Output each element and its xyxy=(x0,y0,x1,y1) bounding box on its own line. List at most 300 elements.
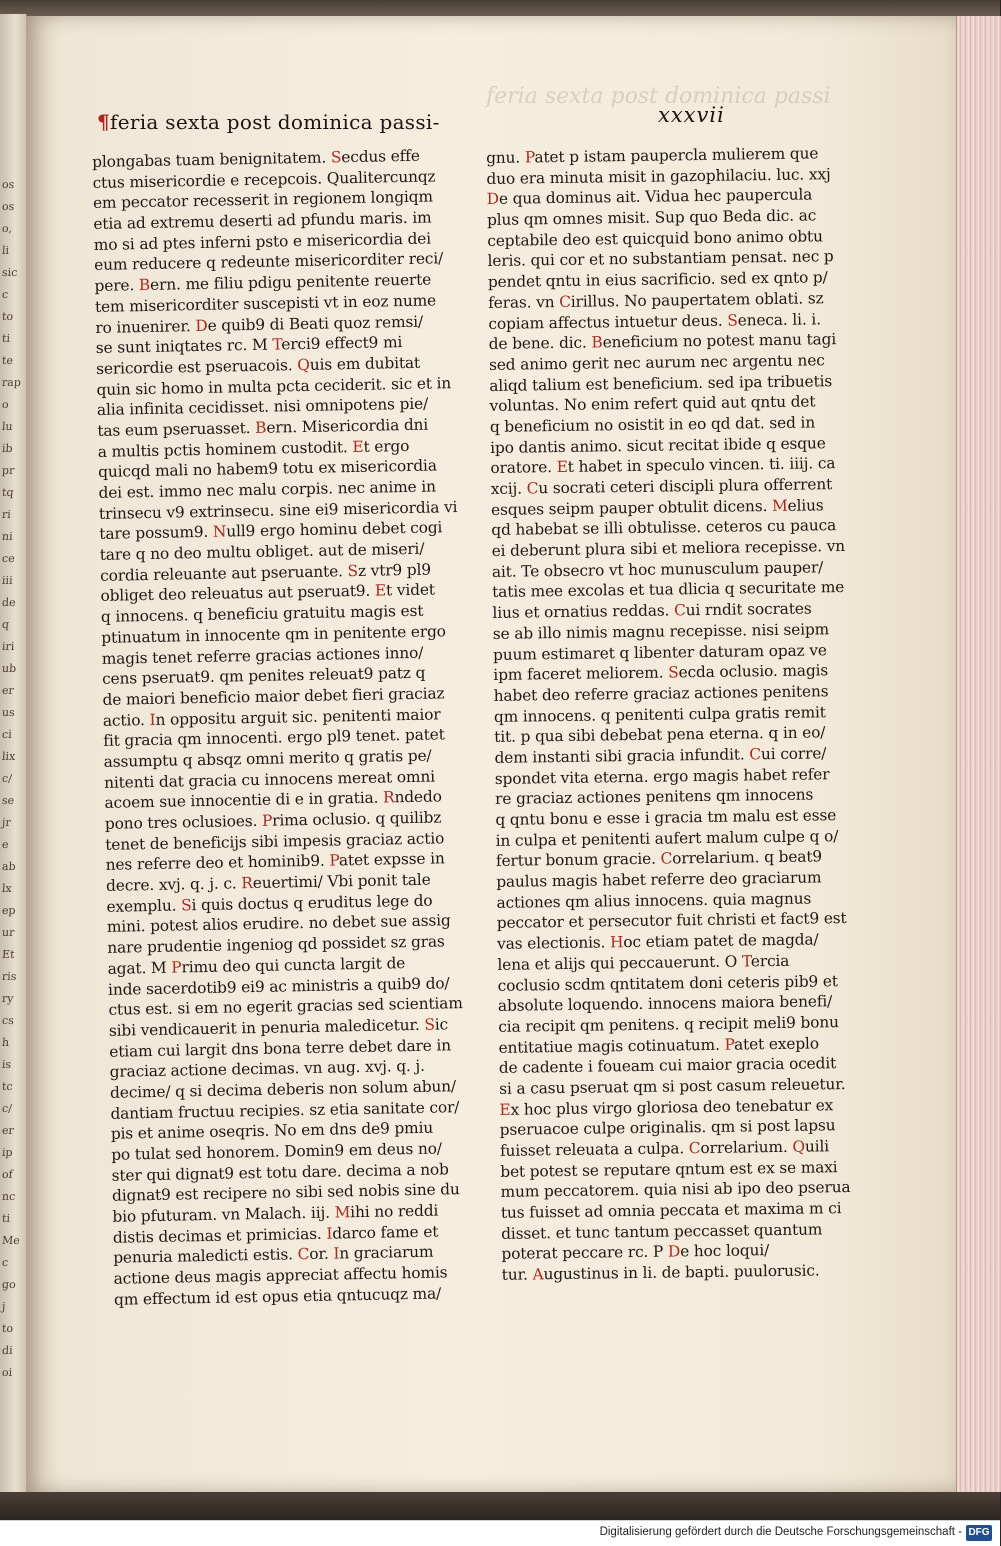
word: pono xyxy=(104,814,143,833)
word: in xyxy=(338,292,358,312)
word: ceteri xyxy=(605,477,655,497)
word: ac xyxy=(264,976,287,996)
word: M xyxy=(247,335,268,355)
word: tus xyxy=(500,1203,525,1222)
word: magis xyxy=(345,602,396,622)
word: releuatus xyxy=(185,584,264,604)
word: et xyxy=(556,830,577,849)
word: innocens. xyxy=(630,890,709,910)
word: po xyxy=(111,1145,131,1164)
word: ei9 xyxy=(310,500,339,519)
word: p xyxy=(515,727,531,746)
word: Bern. xyxy=(255,418,298,437)
word: e xyxy=(225,170,240,190)
word: instanti xyxy=(527,747,591,767)
word: qd xyxy=(292,934,318,954)
word: ptes xyxy=(157,233,196,253)
word: nume xyxy=(388,291,437,311)
facing-page-fragment: sic xyxy=(1,266,18,279)
word: pfundu xyxy=(295,210,356,230)
word: eo/ xyxy=(797,723,826,742)
word: cadente xyxy=(517,1057,584,1077)
word: i. xyxy=(806,309,821,329)
word: pdigu xyxy=(243,273,292,293)
word: ex xyxy=(746,269,769,288)
facing-page-fragment: ti xyxy=(1,332,11,345)
word: p/ xyxy=(807,268,828,287)
word: bonum xyxy=(540,850,599,870)
facing-page-fragment: to xyxy=(1,1322,14,1335)
word: dni xyxy=(398,415,429,435)
word: recipit xyxy=(693,1014,749,1034)
word: magnu xyxy=(607,622,665,642)
word: eterna. xyxy=(588,767,649,787)
word: nec xyxy=(787,247,820,267)
word: quin xyxy=(96,379,131,399)
word: est xyxy=(233,1163,262,1183)
facing-page-fragment: se xyxy=(1,794,15,807)
word: dei xyxy=(402,229,432,248)
word: quo xyxy=(684,207,718,227)
word: talium xyxy=(527,375,581,395)
word: deo xyxy=(537,685,570,705)
facing-page-fragment: is xyxy=(1,1058,12,1071)
word: infundit. xyxy=(674,745,745,765)
word: tunc xyxy=(570,1223,610,1242)
facing-page-fragment: lu xyxy=(1,420,14,433)
word: eum xyxy=(119,420,159,440)
word: fructuu xyxy=(173,1102,235,1122)
word: misericorditer xyxy=(124,295,239,316)
word: scientiam xyxy=(383,994,463,1014)
word: q xyxy=(170,1082,186,1101)
word: malu xyxy=(233,480,277,500)
word: gazophilaciu. xyxy=(665,165,772,186)
word: No xyxy=(269,1121,297,1141)
word: in xyxy=(425,849,445,869)
word: in xyxy=(416,477,436,496)
facing-page-fragment: j xyxy=(1,1300,6,1313)
word: j. xyxy=(410,1057,425,1076)
word: Rndedo xyxy=(382,787,442,807)
word: pena xyxy=(661,725,705,744)
word: tare xyxy=(99,545,132,564)
word: in xyxy=(431,1035,452,1055)
word: sz xyxy=(802,289,824,308)
word: assumptu xyxy=(103,751,179,771)
word: ait. xyxy=(491,562,517,581)
word: et xyxy=(719,1200,740,1219)
word: Idarco xyxy=(326,1223,376,1243)
word: ministris xyxy=(286,975,359,995)
word: mereat xyxy=(332,767,393,788)
word: oblati. xyxy=(750,289,804,309)
word: dat. xyxy=(730,414,765,433)
word: peccauerunt. xyxy=(614,952,721,973)
word: decima xyxy=(201,1080,263,1100)
word: q xyxy=(288,893,304,913)
word: sic. xyxy=(287,707,318,726)
word: culpe xyxy=(578,1119,626,1139)
word: xxj xyxy=(803,164,831,184)
word: reuerte xyxy=(369,270,432,290)
word: Patet xyxy=(329,851,370,870)
facing-page-fragment: te xyxy=(1,354,14,367)
word: decime/ xyxy=(109,1082,171,1102)
word: de xyxy=(656,1263,681,1282)
word: pis xyxy=(110,1124,134,1144)
facing-page-fragment: of xyxy=(1,1168,14,1181)
word: pauper xyxy=(594,498,654,518)
facing-page-fragment: os xyxy=(1,200,15,213)
word: sue xyxy=(375,912,408,932)
word: tantum xyxy=(609,1222,670,1242)
word: in xyxy=(308,624,329,643)
word: potest xyxy=(701,331,755,351)
text-column-left xyxy=(92,145,466,1310)
word: penitens xyxy=(757,682,829,702)
word: sed xyxy=(170,1144,202,1163)
word: exemplu. xyxy=(106,896,177,916)
word: pctis xyxy=(158,440,201,460)
word: actiones xyxy=(572,788,641,808)
word: ait. xyxy=(611,188,641,207)
word: malum xyxy=(701,827,759,847)
word: debet xyxy=(327,913,376,933)
word: nec xyxy=(201,481,234,500)
word: aufert xyxy=(649,828,702,848)
word: pfuturam. xyxy=(135,1205,218,1226)
word: em xyxy=(343,1140,373,1160)
running-header xyxy=(97,110,440,144)
page-stack-edges xyxy=(956,16,1001,1492)
word: deo xyxy=(760,1179,794,1198)
word: recesserit xyxy=(187,190,270,211)
facing-page-fragment: er xyxy=(1,1124,15,1137)
word: sericordie xyxy=(95,358,174,378)
word: magis xyxy=(210,1267,262,1287)
word: tenet. xyxy=(350,726,401,746)
word: maxima xyxy=(739,1199,805,1219)
word: beat9 xyxy=(773,847,823,867)
word: refert xyxy=(628,394,678,414)
word: totu xyxy=(277,459,314,478)
word: opaz xyxy=(763,641,805,660)
word: longiqm xyxy=(365,187,434,208)
word: Mihi xyxy=(334,1202,370,1222)
word: et xyxy=(418,1222,439,1241)
word: merito xyxy=(283,748,340,768)
word: misericorditer xyxy=(289,250,405,271)
word: refer xyxy=(786,764,830,784)
word: obliget. xyxy=(250,541,314,562)
word: cui xyxy=(654,1056,683,1075)
facing-page-fragment: c xyxy=(1,1256,9,1269)
word: mo xyxy=(93,235,118,254)
word: ex xyxy=(313,458,337,478)
word: Beati xyxy=(283,313,329,333)
word: et xyxy=(411,374,432,393)
word: est xyxy=(172,357,201,377)
word: eo xyxy=(683,414,707,434)
word: reci/ xyxy=(403,249,444,269)
facing-page-fragment: ur xyxy=(1,926,15,939)
word: est xyxy=(170,1185,199,1205)
word: tur. xyxy=(501,1265,528,1285)
word: actio. xyxy=(102,710,145,730)
word: potest xyxy=(145,916,198,936)
binding-bottom-edge xyxy=(0,1492,1000,1520)
word: misericordia xyxy=(338,498,440,519)
word: Melius xyxy=(771,496,824,515)
word: magis xyxy=(101,648,148,668)
word: habem9 xyxy=(211,459,279,480)
word: qntu xyxy=(540,271,582,291)
word: nec xyxy=(695,352,728,371)
word: dem xyxy=(494,748,528,767)
word: infinita xyxy=(124,399,184,419)
word: si xyxy=(184,1081,203,1101)
word: etiam xyxy=(640,932,690,952)
book-page xyxy=(26,16,956,1492)
word: sed xyxy=(352,995,385,1015)
word: ei xyxy=(491,541,506,561)
word: plongabas xyxy=(92,151,171,171)
word: aut xyxy=(262,583,293,603)
word: qm xyxy=(214,667,244,686)
word: De xyxy=(195,316,217,335)
word: li. xyxy=(787,310,807,329)
word: eum xyxy=(94,255,128,275)
word: substantiam xyxy=(627,249,727,269)
word: penitenti xyxy=(576,829,651,849)
word: vincen. xyxy=(704,455,765,475)
word: corpis. xyxy=(276,479,334,499)
word: deo xyxy=(153,585,187,605)
word: gratuitu xyxy=(278,603,346,623)
word: cu xyxy=(236,770,260,789)
word: di xyxy=(270,790,291,809)
word: socrates xyxy=(742,599,812,619)
word: o/ xyxy=(819,826,839,846)
word: peccata xyxy=(654,1200,720,1220)
word: pere. xyxy=(94,276,135,296)
word: penuria xyxy=(255,1017,320,1037)
word: nisi xyxy=(676,1180,710,1199)
word: ac xyxy=(793,206,817,225)
word: ornatius xyxy=(539,602,608,622)
word: paupertatem xyxy=(646,290,751,310)
word: in xyxy=(663,415,684,434)
word: actiones xyxy=(496,892,561,912)
word: q xyxy=(370,809,386,828)
word: iij. xyxy=(306,1203,331,1223)
word: cu xyxy=(762,517,786,536)
word: inuenirer. xyxy=(111,316,191,337)
word: penitente xyxy=(291,271,370,292)
word: Primu xyxy=(171,957,218,977)
word: deo xyxy=(704,869,738,889)
word: referre xyxy=(191,646,251,666)
text-line xyxy=(502,1260,854,1286)
word: doni xyxy=(684,973,723,992)
word: sed xyxy=(702,373,735,392)
word: p xyxy=(564,147,580,166)
facing-page-fragment: o, xyxy=(1,222,13,235)
word: decimas. xyxy=(226,1059,300,1079)
word: vi xyxy=(439,497,458,517)
word: pseruat9. xyxy=(136,667,215,688)
word: lius xyxy=(492,603,520,623)
word: dat xyxy=(154,771,184,791)
word: primicias. xyxy=(241,1224,322,1245)
word: vtr9 xyxy=(365,560,403,580)
word: remsi/ xyxy=(369,312,424,332)
word: et xyxy=(624,581,645,600)
word: se xyxy=(95,338,113,358)
word: sine xyxy=(274,500,311,520)
word: Tercia xyxy=(741,951,790,971)
word: Beda xyxy=(717,207,762,226)
facing-page-fragment: iii xyxy=(1,574,14,587)
word: honorem. xyxy=(201,1142,280,1163)
word: sibi xyxy=(563,726,596,746)
word: Beneficium xyxy=(591,332,679,352)
word: q xyxy=(761,434,776,453)
word: q xyxy=(339,748,354,767)
word: magnus xyxy=(745,889,812,909)
word: decima xyxy=(341,1160,402,1181)
word: oclusio. xyxy=(307,809,371,829)
word: in xyxy=(495,831,511,850)
word: graciaz xyxy=(511,789,573,809)
word: innocenti. xyxy=(201,728,283,749)
word: paupercla xyxy=(625,145,708,166)
word: puulorusic. xyxy=(728,1261,820,1281)
word: no xyxy=(145,544,170,564)
word: remit xyxy=(779,702,826,722)
word: plus xyxy=(486,210,520,230)
word: si xyxy=(172,999,191,1018)
word: culpa. xyxy=(632,1139,685,1159)
word: illi xyxy=(599,519,624,538)
word: fame xyxy=(375,1222,419,1242)
word: electionis. xyxy=(522,933,606,953)
word: habet xyxy=(597,870,646,890)
word: Terci9 xyxy=(272,334,321,354)
word: eruditus xyxy=(302,892,372,912)
footer-bar xyxy=(0,1520,1000,1546)
facing-page-fragment: ce xyxy=(1,552,16,565)
word: ad xyxy=(579,1202,604,1221)
word: cogi xyxy=(405,518,443,538)
word: quia xyxy=(707,890,747,909)
word: meliora xyxy=(676,538,741,558)
word: me xyxy=(815,578,845,597)
word: benignitatem. xyxy=(214,148,327,169)
word: abun/ xyxy=(407,1077,457,1097)
word: mali xyxy=(150,461,189,481)
word: hominem xyxy=(200,439,277,459)
word: Ex xyxy=(499,1100,520,1119)
word: loqui/ xyxy=(721,1241,770,1261)
word: in xyxy=(303,789,324,809)
word: q xyxy=(188,606,204,625)
word: no xyxy=(187,461,212,480)
word: ti. xyxy=(764,455,785,474)
word: alius xyxy=(589,891,631,911)
word: omni xyxy=(391,767,436,786)
word: fertur xyxy=(495,851,541,871)
word: Patet xyxy=(524,147,565,167)
word: tare xyxy=(99,524,131,544)
word: du xyxy=(435,1180,460,1199)
facing-page-fragment: nc xyxy=(1,1190,16,1203)
word: esque xyxy=(775,433,826,453)
word: fuisset xyxy=(499,1141,551,1160)
word: gratia. xyxy=(322,788,379,808)
word: me xyxy=(180,274,210,294)
word: M xyxy=(146,958,167,977)
word: cor xyxy=(554,251,585,270)
word: multa xyxy=(222,377,272,397)
word: peccator xyxy=(496,913,564,933)
word: gratis xyxy=(730,703,780,723)
word: rc. xyxy=(622,1243,649,1262)
word: innocens xyxy=(259,769,333,789)
word: in xyxy=(621,457,642,476)
word: qua xyxy=(530,727,564,746)
word: munusculum xyxy=(655,558,760,579)
pilcrow-icon: ¶ xyxy=(97,110,111,134)
word: pcta xyxy=(271,376,310,396)
facing-page-fragment: e xyxy=(1,838,10,851)
running-header-text: feria sexta post dominica passi- xyxy=(110,110,440,134)
word: tulat xyxy=(129,1144,171,1164)
word: recipere xyxy=(198,1184,268,1204)
word: det xyxy=(785,392,816,412)
word: q xyxy=(100,607,111,627)
word: qm xyxy=(172,730,202,749)
word: alijs xyxy=(549,954,586,974)
word: Et xyxy=(352,437,370,456)
word: gracia xyxy=(649,808,703,827)
word: iiij. xyxy=(784,454,814,474)
word: animo xyxy=(515,354,568,374)
word: a xyxy=(358,975,373,994)
facing-page-fragment: ris xyxy=(1,970,17,983)
word: Prima xyxy=(261,810,308,830)
facing-page-fragment: jr xyxy=(1,816,12,829)
word: in xyxy=(618,1264,638,1283)
word: post xyxy=(674,1076,712,1096)
word: qntu xyxy=(745,393,787,412)
word: gracias xyxy=(291,996,353,1016)
word: oclusioes. xyxy=(177,811,258,832)
word: actio xyxy=(401,829,445,848)
word: Malach. xyxy=(239,1204,307,1224)
word: beneficium xyxy=(499,416,590,436)
word: misericordie xyxy=(124,171,226,192)
word: Cui xyxy=(749,744,776,764)
facing-page-fragment: ti xyxy=(1,1212,11,1225)
word: effectum xyxy=(138,1288,211,1309)
word: et xyxy=(529,955,550,974)
facing-page-edge xyxy=(0,14,27,1494)
facing-page-fragment: ib xyxy=(1,442,14,455)
word: Secdus xyxy=(330,147,387,167)
dfg-logo-icon: DFG xyxy=(966,1525,992,1541)
